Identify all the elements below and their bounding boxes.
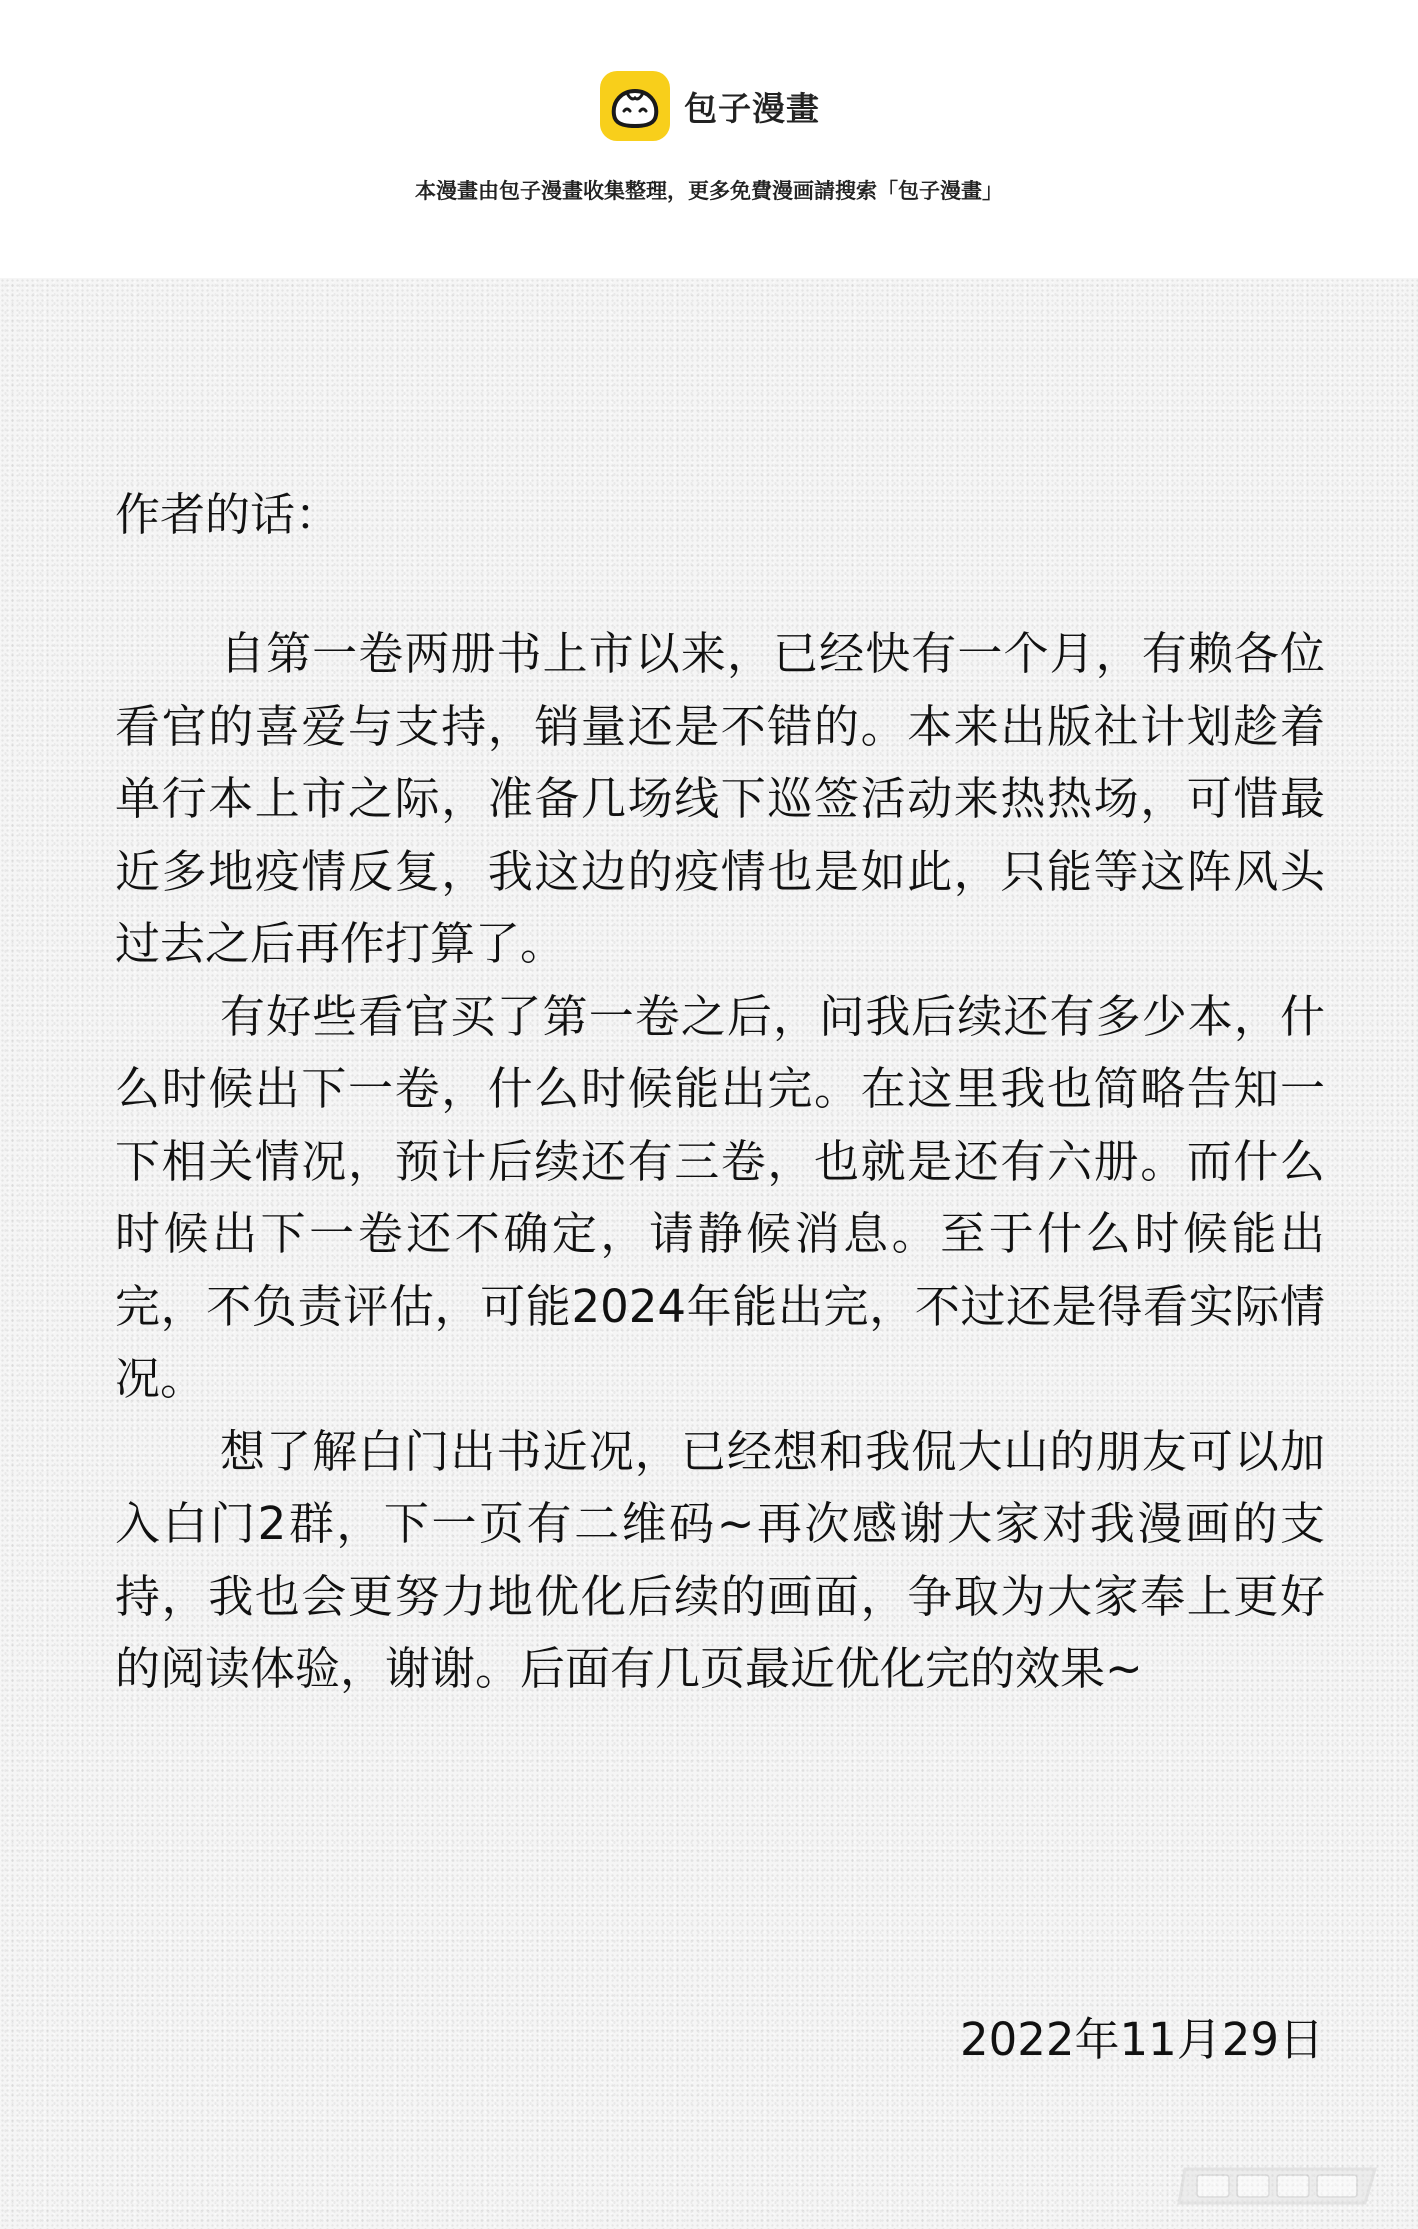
publisher-watermark-icon <box>1175 2161 1390 2209</box>
letter-body <box>115 618 1325 1706</box>
letter-page <box>0 278 1418 2229</box>
letter-date: 2022年11月29日 <box>959 2013 1324 2066</box>
paragraph: 有好些看官买了第一卷之后，问我后续还有多少本，什么时候出下一卷，什么时候能出完。在这里我也简略告知一下相关情况，预计后续还有三卷，也就是还有六册。而什么时候出下一卷还不确定，请静候消息。至于什么时候能出完，不负责评估，可能2024年能出完，不过还是得看实际情况。 <box>115 989 1325 1405</box>
site-notice: 本漫畫由包子漫畫收集整理，更多免費漫画請搜索「包子漫畫」 <box>415 179 1003 203</box>
brand[interactable] <box>600 70 820 142</box>
paragraph: 自第一卷两册书上市以来，已经快有一个月，有赖各位看官的喜爱与支持，销量还是不错的。本来出版社计划趁着单行本上市之际，准备几场线下巡签活动来热热场，可惜最近多地疫情反复，我这边的疫情也是如此，只能等这阵风头过去之后再作打算了。 <box>115 627 1325 970</box>
letter-title: 作者的话： <box>115 488 341 541</box>
bun-mascot-icon <box>600 71 670 141</box>
paragraph: 想了解白门出书近况，已经想和我侃大山的朋友可以加入白门2群，下一页有二维码~再次感谢大家对我漫画的支持，我也会更努力地优化后续的画面，争取为大家奉上更好的阅读体验，谢谢。后面有几页最近优化完的效果~ <box>115 1424 1325 1695</box>
brand-name: 包子漫畫 <box>684 88 820 128</box>
site-header <box>0 0 1418 278</box>
